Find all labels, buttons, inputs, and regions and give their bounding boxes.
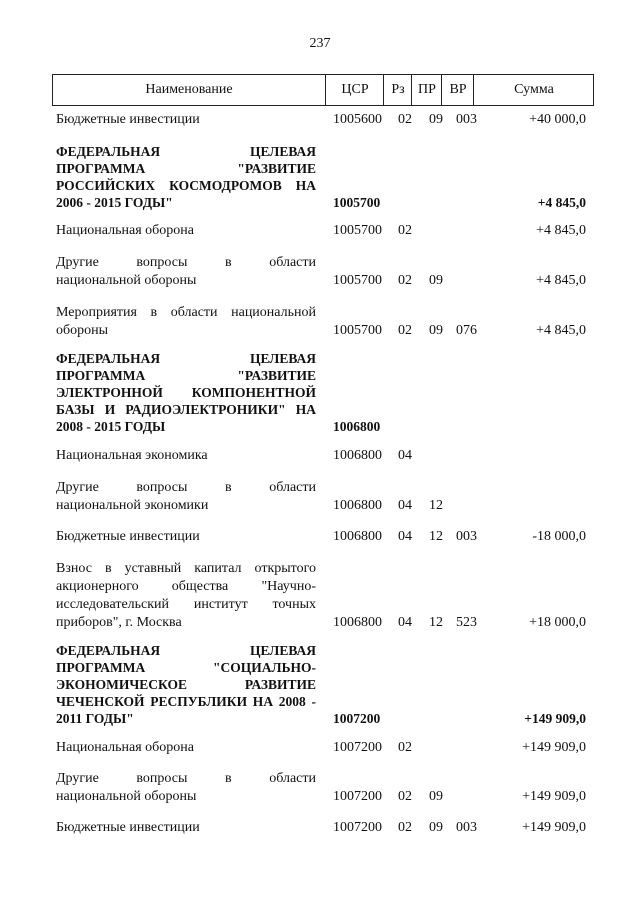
table-header (52, 74, 594, 106)
header-pr: ПР (411, 75, 442, 105)
row-name (56, 350, 316, 435)
row-name-line: 2011 ГОДЫ" (56, 711, 134, 726)
page-number: 237 (309, 36, 331, 51)
row-name-line: БАЗЫ И РАДИОЭЛЕКТРОНИКИ" НА (56, 402, 316, 417)
row-rz: 04 (398, 448, 412, 463)
row-vr: 003 (456, 112, 477, 127)
header-vr: ВР (441, 75, 474, 105)
row-rz: 02 (398, 789, 412, 804)
row-pr: 09 (429, 820, 443, 835)
row-name-line: ПРОГРАММА "СОЦИАЛЬНО- (56, 660, 316, 675)
row-name-line: Другие вопросы в области (56, 255, 316, 270)
row-csr: 1006800 (333, 498, 382, 513)
row-csr: 1006800 (333, 419, 381, 434)
row-name-line: обороны (56, 323, 109, 338)
row-sum: +149 909,0 (522, 740, 586, 755)
row-rz: 04 (398, 498, 412, 513)
row-name-line: РОССИЙСКИХ КОСМОДРОМОВ НА (56, 178, 316, 193)
row-pr: 12 (429, 529, 443, 544)
row-name-line: Мероприятия в области национальной (56, 305, 316, 320)
row-csr: 1005700 (333, 323, 382, 338)
header-sum: Сумма (473, 75, 594, 105)
row-name (56, 739, 316, 757)
row-sum: +4 845,0 (536, 223, 586, 238)
row-name-line: Другие вопросы в области (56, 480, 316, 495)
row-csr: 1007200 (333, 711, 381, 726)
row-name (56, 770, 316, 806)
row-name (56, 254, 316, 290)
row-sum: +149 909,0 (524, 711, 586, 726)
row-csr: 1005600 (333, 112, 382, 127)
row-name-line: исследовательский институт точных (56, 597, 316, 612)
row-vr: 003 (456, 529, 477, 544)
row-name-line: ЧЕЧЕНСКОЙ РЕСПУБЛИКИ НА 2008 - (56, 694, 316, 709)
row-name-line: Бюджетные инвестиции (56, 112, 200, 127)
row-csr: 1007200 (333, 789, 382, 804)
header-csr: ЦСР (325, 75, 384, 105)
row-rz: 02 (398, 223, 412, 238)
row-rz: 02 (398, 112, 412, 127)
row-rz: 02 (398, 820, 412, 835)
row-name-line: Национальная оборона (56, 740, 194, 755)
row-rz: 02 (398, 740, 412, 755)
row-name (56, 111, 316, 129)
row-name-line: ФЕДЕРАЛЬНАЯ ЦЕЛЕВАЯ (56, 643, 316, 658)
row-pr: 09 (429, 112, 443, 127)
row-name (56, 560, 316, 632)
row-sum: +149 909,0 (522, 820, 586, 835)
row-sum: +4 845,0 (536, 323, 586, 338)
row-name-line: ЭЛЕКТРОННОЙ КОМПОНЕНТНОЙ (56, 385, 316, 400)
row-sum: +18 000,0 (529, 615, 586, 630)
row-name (56, 642, 316, 727)
row-name-line: Другие вопросы в области (56, 771, 316, 786)
row-name (56, 479, 316, 515)
row-name (56, 304, 316, 340)
row-vr: 076 (456, 323, 477, 338)
row-name-line: ПРОГРАММА "РАЗВИТИЕ (56, 161, 316, 176)
row-name-line: ПРОГРАММА "РАЗВИТИЕ (56, 368, 316, 383)
row-pr: 09 (429, 789, 443, 804)
row-csr: 1005700 (333, 195, 381, 210)
row-csr: 1006800 (333, 615, 382, 630)
row-name-line: 2006 - 2015 ГОДЫ" (56, 195, 173, 210)
row-rz: 04 (398, 615, 412, 630)
row-rz: 02 (398, 273, 412, 288)
row-rz: 02 (398, 323, 412, 338)
row-name-line: национальной обороны (56, 273, 197, 288)
row-name-line: акционерного общества "Научно- (56, 579, 316, 594)
row-sum: +4 845,0 (536, 273, 586, 288)
row-name-line: Национальная оборона (56, 223, 194, 238)
row-name-line: ЭКОНОМИЧЕСКОЕ РАЗВИТИЕ (56, 677, 316, 692)
row-pr: 12 (429, 498, 443, 513)
row-name (56, 528, 316, 546)
row-name-line: Взнос в уставный капитал открытого (56, 561, 316, 576)
row-name (56, 143, 316, 211)
row-vr: 003 (456, 820, 477, 835)
row-csr: 1005700 (333, 273, 382, 288)
row-name-line: национальной экономики (56, 498, 209, 513)
row-csr: 1006800 (333, 448, 382, 463)
row-sum: -18 000,0 (532, 529, 586, 544)
row-csr: 1007200 (333, 820, 382, 835)
row-name-line: Национальная экономика (56, 448, 208, 463)
row-name-line: приборов", г. Москва (56, 615, 182, 630)
row-name-line: Бюджетные инвестиции (56, 820, 200, 835)
row-name-line: Бюджетные инвестиции (56, 529, 200, 544)
header-rz: Рз (383, 75, 412, 105)
row-pr: 09 (429, 273, 443, 288)
row-name-line: ФЕДЕРАЛЬНАЯ ЦЕЛЕВАЯ (56, 144, 316, 159)
row-pr: 09 (429, 323, 443, 338)
header-name: Наименование (145, 82, 233, 97)
row-sum: +149 909,0 (522, 789, 586, 804)
row-pr: 12 (429, 615, 443, 630)
row-csr: 1007200 (333, 740, 382, 755)
row-sum: +4 845,0 (537, 195, 586, 210)
row-name-line: 2008 - 2015 ГОДЫ (56, 419, 166, 434)
row-sum: +40 000,0 (529, 112, 586, 127)
row-name-line: национальной обороны (56, 789, 197, 804)
row-name (56, 447, 316, 465)
row-name (56, 222, 316, 240)
row-name (56, 819, 316, 837)
row-csr: 1006800 (333, 529, 382, 544)
row-rz: 04 (398, 529, 412, 544)
row-name-line: ФЕДЕРАЛЬНАЯ ЦЕЛЕВАЯ (56, 351, 316, 366)
row-csr: 1005700 (333, 223, 382, 238)
row-vr: 523 (456, 615, 477, 630)
